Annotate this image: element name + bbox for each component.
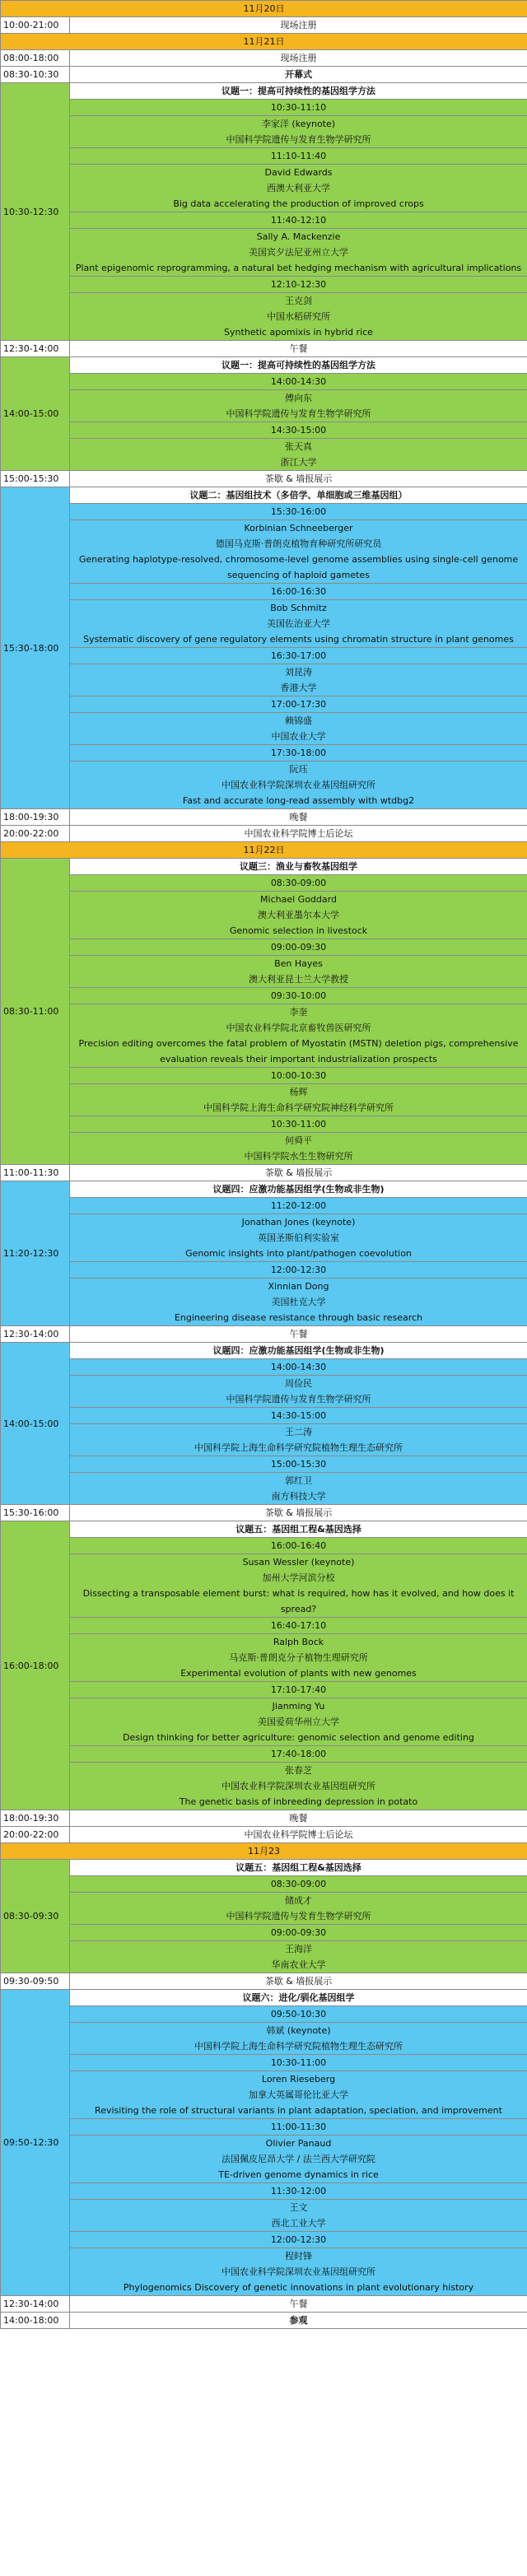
day-label: 11月21日: [1, 34, 527, 50]
talk-row: [1, 2200, 527, 2232]
time-cell: 08:00-18:00: [1, 50, 70, 67]
talk-row: [1, 1698, 527, 1746]
talk-row: [1, 293, 527, 341]
talk-details: [70, 293, 527, 341]
talk-time: 09:00-09:30: [70, 939, 527, 956]
talk-time-row: [1, 939, 527, 956]
schedule-row: [1, 1165, 527, 1181]
talk-title: The genetic basis of inbreeding depression in potato: [179, 1796, 418, 1807]
talk-details: [70, 1698, 527, 1746]
speaker-name: Loren Rieseberg: [261, 2074, 336, 2085]
schedule-row: [1, 17, 527, 34]
talk-time: 09:30-10:00: [70, 988, 527, 1004]
schedule-row: [1, 1326, 527, 1343]
schedule-row: [1, 2313, 527, 2329]
talk-time-row: [1, 1262, 527, 1279]
talk-time-row: [1, 696, 527, 713]
talk-details: [70, 600, 527, 648]
speaker-affiliation: 中国科学院上海生命科学研究院植物生理生态研究所: [194, 2041, 403, 2052]
talk-row: [1, 1763, 527, 1810]
talk-details: [70, 2200, 527, 2232]
talk-row: [1, 1941, 527, 1973]
talk-row: [1, 1424, 527, 1456]
talk-time-row: [1, 2232, 527, 2248]
talk-time-row: [1, 1618, 527, 1634]
talk-title: Phylogenomics Discovery of genetic innovations in plant evolutionary history: [123, 2282, 474, 2293]
schedule-row: [1, 809, 527, 826]
event-cell: 现场注册: [70, 17, 527, 34]
talk-time: 09:00-09:30: [70, 1925, 527, 1941]
speaker-name: 程时锋: [285, 2251, 312, 2262]
speaker-affiliation: 中国科学院遗传与发育生物学研究所: [226, 134, 371, 145]
talk-details: [70, 1554, 527, 1618]
talk-time: 10:30-11:00: [70, 2055, 527, 2071]
talk-time: 16:40-17:10: [70, 1618, 527, 1634]
talk-title: Revisiting the role of structural variants in plant adaptation, speciation, and improvement: [95, 2105, 502, 2116]
speaker-name: 赖锦盛: [285, 715, 312, 726]
talk-time: 11:00-11:30: [70, 2119, 527, 2136]
talk-time: 10:30-11:00: [70, 1116, 527, 1133]
talk-row: [1, 2023, 527, 2055]
speaker-affiliation: 英国圣斯伯利实验室: [258, 1232, 339, 1243]
speaker-affiliation: 浙江大学: [280, 457, 317, 468]
talk-details: [70, 2136, 527, 2183]
talk-title: Genomic selection in livestock: [229, 925, 368, 936]
session-title: 议题二：基因组技术（多倍学、单细胞或三维基因组）: [70, 487, 527, 504]
day-header-row: [1, 842, 527, 859]
speaker-name: 韩斌 (keynote): [266, 2025, 331, 2036]
talk-row: [1, 664, 527, 696]
talk-title: Design thinking for better agriculture: genomic selection and genome editing: [123, 1732, 474, 1743]
talk-title: Precision editing overcomes the fatal problem of Myostatin (MSTN) deletion pigs, comprehensive evaluation reveals their important industrialization prospects: [78, 1038, 519, 1064]
talk-time: 16:00-16:40: [70, 1538, 527, 1554]
speaker-affiliation: 美国佐治亚大学: [267, 618, 330, 629]
event-cell: 中国农业科学院博士后论坛: [70, 826, 527, 842]
talk-details: [70, 892, 527, 939]
talk-details: [70, 229, 527, 277]
talk-details: [70, 762, 527, 809]
schedule-row: [1, 826, 527, 842]
talk-time: 09:50-10:30: [70, 2006, 527, 2023]
talk-row: [1, 439, 527, 471]
talk-time: 11:10-11:40: [70, 148, 527, 165]
talk-time: 10:30-11:10: [70, 100, 527, 116]
speaker-name: 储成才: [285, 1895, 312, 1906]
talk-details: [70, 116, 527, 148]
talk-details: [70, 439, 527, 471]
speaker-affiliation: 美国杜克大学: [271, 1297, 326, 1307]
talk-time: 08:30-09:00: [70, 1876, 527, 1893]
talk-title: Fast and accurate long-read assembly with wtdbg2: [182, 795, 415, 806]
talk-details: [70, 1376, 527, 1408]
talk-row: [1, 1634, 527, 1682]
speaker-affiliation: 中国农业科学院深圳农业基因组研究所: [222, 780, 375, 790]
speaker-name: 郭红卫: [285, 1475, 312, 1486]
talk-time-row: [1, 374, 527, 390]
speaker-affiliation: 中国科学院上海生命科学研究院植物生理生态研究所: [194, 1442, 403, 1453]
time-cell: 18:00-19:30: [1, 809, 70, 826]
speaker-affiliation: 澳大利亚昆士兰大学教授: [249, 974, 348, 985]
session-time-cell: 14:00-15:00: [1, 357, 70, 471]
talk-time: 14:00-14:30: [70, 1359, 527, 1376]
speaker-affiliation: 西北工业大学: [271, 2218, 326, 2229]
talk-row: [1, 713, 527, 745]
speaker-affiliation: 澳大利亚墨尔本大学: [258, 910, 339, 920]
speaker-affiliation: 中国农业科学院北京畜牧兽医研究所: [226, 1022, 371, 1033]
day-header-row: [1, 34, 527, 50]
talk-time: 12:00-12:30: [70, 2232, 527, 2248]
speaker-affiliation: 中国水稻研究所: [267, 311, 330, 322]
talk-time-row: [1, 648, 527, 664]
speaker-name: 何舜平: [285, 1135, 312, 1146]
talk-time-row: [1, 2006, 527, 2023]
event-cell: 中国农业科学院博士后论坛: [70, 1827, 527, 1843]
talk-title: Genomic insights into plant/pathogen coevolution: [185, 1248, 412, 1259]
session-title: 议题三：渔业与畜牧基因组学: [70, 859, 527, 875]
session-title: 议题四：应激功能基因组学(生物或非生物): [70, 1343, 527, 1359]
speaker-name: 张春芝: [285, 1765, 312, 1776]
event-cell: 晚餐: [70, 1810, 527, 1827]
time-cell: 09:30-09:50: [1, 1973, 70, 1990]
speaker-name: David Edwards: [264, 167, 333, 178]
event-cell: 午餐: [70, 2296, 527, 2313]
speaker-affiliation: 加拿大英属哥伦比亚大学: [249, 2089, 348, 2100]
talk-time: 17:00-17:30: [70, 696, 527, 713]
talk-time: 11:20-12:00: [70, 1198, 527, 1214]
talk-time-row: [1, 875, 527, 892]
speaker-name: 李奎: [289, 1007, 308, 1018]
talk-row: [1, 1893, 527, 1925]
speaker-affiliation: 中国农业大学: [271, 731, 326, 742]
speaker-name: Sally A. Mackenzie: [256, 231, 341, 242]
talk-row: [1, 1004, 527, 1068]
speaker-name: 王二涛: [285, 1427, 312, 1437]
talk-details: [70, 956, 527, 988]
session-row: [1, 1181, 527, 1198]
speaker-name: Olivier Panaud: [265, 2138, 332, 2149]
talk-time-row: [1, 1408, 527, 1424]
time-cell: 18:00-19:30: [1, 1810, 70, 1827]
talk-row: [1, 600, 527, 648]
speaker-affiliation: 华南农业大学: [271, 1959, 326, 1970]
speaker-affiliation: 法国佩皮尼昂大学 / 法兰西大学研究院: [222, 2154, 375, 2164]
talk-details: [70, 1473, 527, 1505]
talk-time-row: [1, 148, 527, 165]
event-cell: 茶歇 & 墙报展示: [70, 1973, 527, 1990]
talk-details: [70, 1941, 527, 1973]
session-time-cell: 16:00-18:00: [1, 1521, 70, 1810]
speaker-affiliation: 中国科学院遗传与发育生物学研究所: [226, 408, 371, 419]
time-cell: 15:00-15:30: [1, 471, 70, 487]
talk-details: [70, 664, 527, 696]
talk-details: [70, 2248, 527, 2296]
speaker-affiliation: 德国马克斯·普朗克植物育种研究所研究员: [215, 538, 382, 549]
talk-time-row: [1, 504, 527, 520]
talk-time-row: [1, 1359, 527, 1376]
talk-time-row: [1, 1456, 527, 1473]
talk-row: [1, 229, 527, 277]
time-cell: 12:30-14:00: [1, 1326, 70, 1343]
talk-row: [1, 762, 527, 809]
speaker-affiliation: 美国爱荷华州立大学: [258, 1717, 339, 1727]
session-time-cell: 11:20-12:30: [1, 1181, 70, 1326]
talk-details: [70, 165, 527, 212]
talk-time-row: [1, 422, 527, 439]
talk-time-row: [1, 1746, 527, 1763]
speaker-name: 傅向东: [285, 393, 312, 403]
talk-title: Synthetic apomixis in hybrid rice: [224, 327, 373, 338]
talk-time-row: [1, 2119, 527, 2136]
session-row: [1, 83, 527, 100]
talk-time: 17:10-17:40: [70, 1682, 527, 1698]
speaker-name: Michael Goddard: [260, 894, 337, 905]
schedule-row: [1, 1827, 527, 1843]
talk-details: [70, 520, 527, 584]
talk-row: [1, 1133, 527, 1165]
session-time-cell: 10:30-12:30: [1, 83, 70, 341]
talk-time-row: [1, 1198, 527, 1214]
speaker-name: Korbinian Schneeberger: [244, 523, 353, 533]
talk-time: 11:30-12:00: [70, 2183, 527, 2200]
talk-time: 17:30-18:00: [70, 745, 527, 762]
talk-time: 12:00-12:30: [70, 1262, 527, 1279]
talk-time: 12:10-12:30: [70, 277, 527, 293]
day-header-row: [1, 1843, 527, 1860]
speaker-name: Ben Hayes: [274, 958, 323, 969]
session-row: [1, 1343, 527, 1359]
session-row: [1, 357, 527, 374]
time-cell: 11:00-11:30: [1, 1165, 70, 1181]
speaker-affiliation: 加州大学河滨分校: [262, 1572, 335, 1583]
talk-row: [1, 956, 527, 988]
talk-details: [70, 1214, 527, 1262]
speaker-name: Jianming Yu: [272, 1701, 325, 1712]
talk-time-row: [1, 212, 527, 229]
speaker-affiliation: 中国科学院遗传与发育生物学研究所: [226, 1394, 371, 1404]
day-label: 11月22日: [1, 842, 527, 859]
session-title: 议题五：基因组工程&基因选择: [70, 1521, 527, 1538]
speaker-name: 周俭民: [285, 1378, 312, 1389]
schedule-row: [1, 67, 527, 83]
talk-time-row: [1, 584, 527, 600]
talk-time-row: [1, 1925, 527, 1941]
session-title: 议题一：提高可持续性的基因组学方法: [70, 357, 527, 374]
talk-row: [1, 1279, 527, 1326]
talk-time: 16:00-16:30: [70, 584, 527, 600]
talk-time: 17:40-18:00: [70, 1746, 527, 1763]
session-row: [1, 487, 527, 504]
speaker-affiliation: 中国科学院上海生命科学研究院神经科学研究所: [203, 1102, 394, 1113]
talk-details: [70, 1634, 527, 1682]
talk-time: 14:30-15:00: [70, 422, 527, 439]
talk-title: Dissecting a transposable element burst: what is required, how has it evolved, and how does it spread?: [82, 1588, 515, 1614]
event-cell: 茶歇 & 墙报展示: [70, 1165, 527, 1181]
talk-row: [1, 1554, 527, 1618]
talk-time: 16:30-17:00: [70, 648, 527, 664]
speaker-affiliation: 美国宾夕法尼亚州立大学: [249, 247, 348, 258]
talk-details: [70, 1763, 527, 1810]
speaker-affiliation: 南方科技大学: [271, 1491, 326, 1502]
talk-title: Systematic discovery of gene regulatory elements using chromatin structure in plant genomes: [83, 634, 514, 645]
schedule-row: [1, 341, 527, 357]
talk-row: [1, 116, 527, 148]
speaker-name: 王克剑: [285, 296, 312, 306]
talk-row: [1, 520, 527, 584]
talk-time: 15:30-16:00: [70, 504, 527, 520]
talk-time-row: [1, 2183, 527, 2200]
talk-row: [1, 2136, 527, 2183]
talk-details: [70, 713, 527, 745]
session-row: [1, 859, 527, 875]
talk-time-row: [1, 277, 527, 293]
speaker-affiliation: 马克斯·普朗克分子植物生理研究所: [229, 1652, 368, 1663]
schedule-row: [1, 1973, 527, 1990]
time-cell: 20:00-22:00: [1, 1827, 70, 1843]
speaker-affiliation: 中国农业科学院深圳农业基因组研究所: [222, 1781, 375, 1791]
talk-row: [1, 1376, 527, 1408]
event-cell: 茶歇 & 墙报展示: [70, 471, 527, 487]
event-cell: 茶歇 & 墙报展示: [70, 1505, 527, 1521]
talk-details: [70, 1279, 527, 1326]
speaker-name: Bob Schmitz: [270, 603, 327, 613]
event-cell: 午餐: [70, 341, 527, 357]
talk-details: [70, 1084, 527, 1116]
talk-time-row: [1, 1068, 527, 1084]
talk-details: [70, 1893, 527, 1925]
talk-title: Engineering disease resistance through basic research: [174, 1312, 423, 1323]
speaker-name: Susan Wessler (keynote): [242, 1557, 355, 1567]
talk-time: 11:40-12:10: [70, 212, 527, 229]
talk-row: [1, 2071, 527, 2119]
talk-time-row: [1, 1116, 527, 1133]
talk-time: 14:00-14:30: [70, 374, 527, 390]
schedule-body: [1, 1, 527, 2329]
talk-row: [1, 2248, 527, 2296]
speaker-affiliation: 西澳大利亚大学: [267, 183, 330, 193]
speaker-affiliation: 中国科学院水生生物研究所: [244, 1151, 353, 1162]
talk-details: [70, 1004, 527, 1068]
day-header-row: [1, 1, 527, 17]
talk-row: [1, 1084, 527, 1116]
day-label: 11月23: [1, 1843, 527, 1860]
time-cell: 10:00-21:00: [1, 17, 70, 34]
speaker-name: Xinnian Dong: [268, 1281, 329, 1292]
session-title: 议题四：应激功能基因组学(生物或非生物): [70, 1181, 527, 1198]
schedule-row: [1, 1505, 527, 1521]
event-cell: 晚餐: [70, 809, 527, 826]
time-cell: 20:00-22:00: [1, 826, 70, 842]
speaker-name: 李家洋 (keynote): [261, 119, 336, 129]
talk-row: [1, 1473, 527, 1505]
time-cell: 15:30-16:00: [1, 1505, 70, 1521]
session-time-cell: 14:00-15:00: [1, 1343, 70, 1505]
talk-title: Plant epigenomic reprogramming, a natural bet hedging mechanism with agricultural implications: [75, 263, 522, 273]
talk-time: 08:30-09:00: [70, 875, 527, 892]
talk-time-row: [1, 1538, 527, 1554]
talk-details: [70, 390, 527, 422]
session-title: 议题五：基因组工程&基因选择: [70, 1860, 527, 1876]
talk-row: [1, 892, 527, 939]
event-cell: 午餐: [70, 1326, 527, 1343]
session-time-cell: 08:30-09:30: [1, 1860, 70, 1973]
talk-details: [70, 1133, 527, 1165]
talk-row: [1, 165, 527, 212]
day-label: 11月20日: [1, 1, 527, 17]
talk-time-row: [1, 2055, 527, 2071]
speaker-affiliation: 中国科学院遗传与发育生物学研究所: [226, 1911, 371, 1922]
event-cell: 参观: [70, 2313, 527, 2329]
talk-time-row: [1, 1876, 527, 1893]
talk-time-row: [1, 745, 527, 762]
talk-details: [70, 2071, 527, 2119]
time-cell: 12:30-14:00: [1, 341, 70, 357]
session-row: [1, 1860, 527, 1876]
talk-time: 14:30-15:00: [70, 1408, 527, 1424]
talk-time-row: [1, 988, 527, 1004]
speaker-name: 刘昆涛: [285, 667, 312, 678]
talk-title: Big data accelerating the production of improved crops: [173, 198, 424, 209]
talk-details: [70, 2023, 527, 2055]
talk-row: [1, 390, 527, 422]
session-title: 议题六：进化/驯化基因组学: [70, 1990, 527, 2006]
time-cell: 08:30-10:30: [1, 67, 70, 83]
session-row: [1, 1990, 527, 2006]
talk-title: Experimental evolution of plants with new genomes: [180, 1668, 417, 1679]
session-title: 议题一：提高可持续性的基因组学方法: [70, 83, 527, 100]
time-cell: 14:00-18:00: [1, 2313, 70, 2329]
session-time-cell: 15:30-18:00: [1, 487, 70, 809]
time-cell: 12:30-14:00: [1, 2296, 70, 2313]
speaker-name: Jonathan Jones (keynote): [241, 1217, 356, 1227]
session-time-cell: 08:30-11:00: [1, 859, 70, 1165]
speaker-affiliation: 香港大学: [280, 682, 317, 693]
talk-title: Generating haplotype-resolved, chromosome-level genome assemblies using single-cell genome sequencing of haploid gametes: [78, 554, 519, 580]
session-row: [1, 1521, 527, 1538]
talk-time: 15:00-15:30: [70, 1456, 527, 1473]
talk-row: [1, 1214, 527, 1262]
schedule-row: [1, 50, 527, 67]
schedule-row: [1, 2296, 527, 2313]
session-time-cell: 09:50-12:30: [1, 1990, 70, 2296]
schedule-row: [1, 1810, 527, 1827]
speaker-name: 阮珏: [289, 764, 308, 775]
speaker-affiliation: 中国农业科学院深圳农业基因组研究所: [222, 2266, 375, 2277]
talk-details: [70, 1424, 527, 1456]
speaker-name: 张天真: [285, 441, 312, 452]
schedule-row: [1, 471, 527, 487]
talk-title: TE-driven genome dynamics in rice: [218, 2169, 379, 2180]
event-cell: 现场注册: [70, 50, 527, 67]
talk-time: 10:00-10:30: [70, 1068, 527, 1084]
speaker-name: 王海洋: [285, 1944, 312, 1954]
talk-time-row: [1, 100, 527, 116]
speaker-name: 杨辉: [289, 1087, 308, 1097]
event-cell: 开幕式: [70, 67, 527, 83]
talk-time-row: [1, 1682, 527, 1698]
speaker-name: Ralph Bock: [273, 1637, 324, 1647]
speaker-name: 王文: [289, 2202, 308, 2213]
